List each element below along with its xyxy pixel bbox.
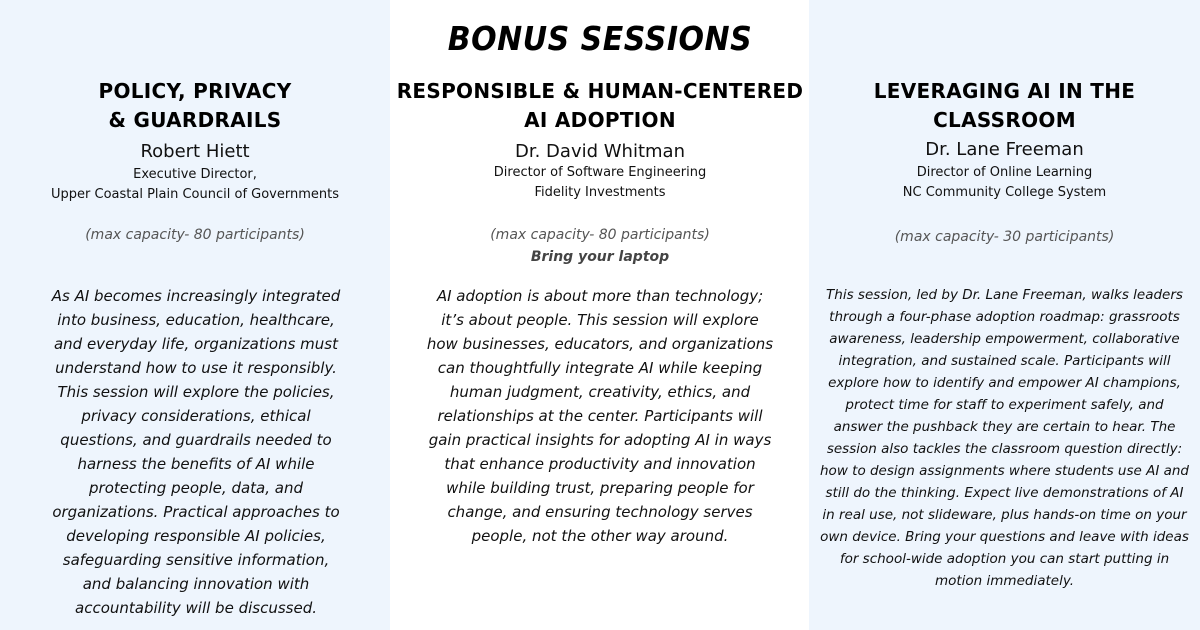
capacity-note: (max capacity- 80 participants)	[85, 227, 305, 243]
speaker-role-line: Director of Software Engineering	[493, 165, 707, 180]
session-title	[809, 77, 1200, 135]
speaker-role-line: Director of Online Learning	[916, 165, 1093, 180]
session-title	[0, 77, 390, 135]
speaker-role-line: Upper Coastal Plain Council of Governments	[51, 187, 339, 202]
session-column-policy	[0, 0, 390, 630]
speaker-role-line: Executive Director,	[133, 167, 257, 182]
session-title-line: CLASSROOM	[933, 108, 1076, 132]
laptop-note: Bring your laptop	[530, 249, 670, 265]
speaker-role-line: Fidelity Investments	[534, 185, 666, 200]
speaker-role	[390, 163, 810, 203]
session-description: AI adoption is about more than technology; it’s about people. This session will explore how businesses, educators, and organizations can thoughtfully integrate AI while keeping human judgment, creativity, ethics, and relationships at the center. Participants will gain practical insights for adopting AI in ways that enhance productivity and innovation while building trust, preparing people for change, and ensuring technology serves people, not the other way around.	[426, 287, 774, 545]
session-title-line: POLICY, PRIVACY	[98, 79, 292, 103]
session-title-line: LEVERAGING AI IN THE	[873, 79, 1136, 103]
session-column-classroom	[809, 0, 1200, 630]
page-title: BONUS SESSIONS	[447, 20, 753, 59]
session-title	[390, 77, 810, 135]
speaker-name: Robert Hiett	[140, 141, 250, 162]
speaker-name: Dr. David Whitman	[515, 141, 685, 162]
session-description: As AI becomes increasingly integrated into business, education, healthcare, and everyday life, organizations must understand how to use it responsibly. This session will explore the policies, privacy considerations, ethical questions, and guardrails needed to harness the benefits of AI while protecting people, data, and organizations. Practical approaches to developing responsible AI policies, safeguarding sensitive information, and balancing innovation with accountability will be discussed.	[51, 287, 341, 617]
capacity-note: (max capacity- 30 participants)	[894, 229, 1115, 245]
session-description: This session, led by Dr. Lane Freeman, walks leaders through a four-phase adoption roadmap: grassroots awareness, leadership empowerment, collaborative integration, and sustained scale. Participants will explore how to identify and empower AI champions, protect time for staff to experiment safely, and answer the pushback they are certain to hear. The session also tackles the classroom question directly: how to design assignments where students use AI and still do the thinking. Expect live demonstrations of AI in real use, not slideware, plus hands-on time on your own device. Bring your questions and leave with ideas for school-wide adoption you can start putting in motion immediately.	[820, 287, 1189, 589]
speaker-role	[809, 163, 1200, 203]
session-title-line: RESPONSIBLE & HUMAN-CENTERED	[396, 79, 804, 103]
capacity-note: (max capacity- 80 participants)	[490, 227, 710, 243]
speaker-name: Dr. Lane Freeman	[925, 139, 1084, 160]
session-title-line: AI ADOPTION	[524, 108, 676, 132]
speaker-role	[0, 165, 390, 205]
session-title-line: & GUARDRAILS	[108, 108, 282, 132]
speaker-role-line: NC Community College System	[902, 185, 1107, 200]
session-column-adoption	[390, 0, 810, 630]
